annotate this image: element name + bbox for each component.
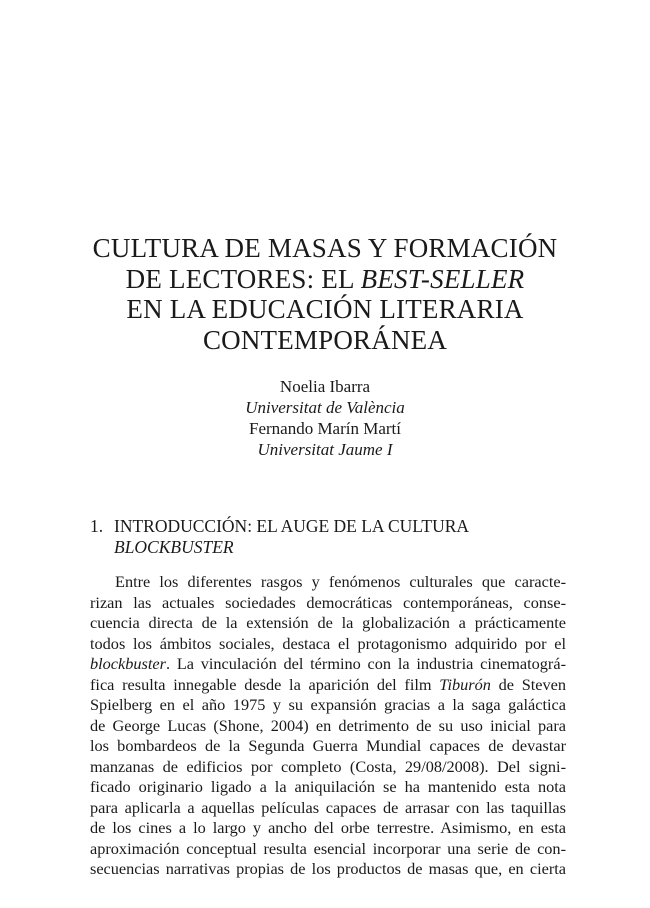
paragraph-line xyxy=(90,654,566,675)
paragraph-line: aproximación conceptual resulta esencial incorporar una serie de con- xyxy=(90,838,566,858)
author-affiliation: Universitat Jaume I xyxy=(257,440,393,459)
paragraph-line-rest: . La vinculación del término con la industria cinematográ- xyxy=(165,654,566,673)
author-block xyxy=(100,376,550,460)
section-title-line-1: INTRODUCCIÓN: EL AUGE DE LA CULTURA xyxy=(114,516,470,536)
paragraph-line: de los cines a lo largo y ancho del orbe terrestre. Asimismo, en esta xyxy=(90,818,566,837)
chapter-title xyxy=(60,233,590,355)
section-heading xyxy=(90,516,570,558)
section-title-line-2: BLOCKBUSTER xyxy=(114,537,234,557)
paragraph-line: secuencias narrativas propias de los productos de masas que, en cierta xyxy=(90,859,566,878)
chapter-title-line-4: CONTEMPORÁNEA xyxy=(202,324,448,355)
paragraph-line: cuencia directa de la extensión de la globalización a prácticamente xyxy=(90,613,566,632)
author-name: Fernando Marín Martí xyxy=(248,419,402,438)
paragraph-line: para aplicarla a aquellas películas capaces de arrasar con las taquillas xyxy=(90,797,566,817)
author-affiliation: Universitat de València xyxy=(245,398,405,417)
chapter-title-line-2-prefix: DE LECTORES: EL xyxy=(125,263,361,294)
section-number: 1. xyxy=(90,516,104,536)
paragraph-line-suffix: de Steven xyxy=(490,674,567,694)
paragraph-line-prefix: fica resulta innegable desde la aparición del film xyxy=(90,674,440,694)
paragraph-line: de George Lucas (Shone, 2004) en detrimento de su uso inicial para xyxy=(90,715,566,735)
paragraph-line: todos los ámbitos sociales, destaca el protagonismo adquirido por el xyxy=(90,633,566,653)
italic-term-tiburon: Tiburón xyxy=(439,674,491,694)
paragraph-line: ficado originario ligado a la aniquilación se ha mantenido esta nota xyxy=(90,777,566,796)
paragraph-line: rizan las actuales sociedades democráticas contemporáneas, conse- xyxy=(90,592,566,612)
chapter-title-line-2 xyxy=(60,264,590,295)
section-title xyxy=(90,516,570,558)
body-paragraph xyxy=(90,572,566,880)
author-name: Noelia Ibarra xyxy=(279,377,371,396)
chapter-title-line-1: CULTURA DE MASAS Y FORMACIÓN xyxy=(92,233,558,263)
chapter-title-line-3: EN LA EDUCACIÓN LITERARIA xyxy=(126,294,524,324)
paragraph-line: Entre los diferentes rasgos y fenómenos culturales que caracte- xyxy=(115,572,566,591)
paragraph-line: los bombardeos de la Segunda Guerra Mundial capaces de devastar xyxy=(90,736,566,755)
chapter-title-italic-term: BEST-SELLER xyxy=(360,263,525,294)
paragraph-line: manzanas de edificios por completo (Costa, 29/08/2008). Del signi- xyxy=(90,756,566,776)
italic-term-blockbuster: blockbuster xyxy=(90,654,166,673)
paragraph-line: Spielberg en el año 1975 y su expansión gracias a la saga galáctica xyxy=(90,695,566,714)
paragraph-line xyxy=(90,675,566,696)
